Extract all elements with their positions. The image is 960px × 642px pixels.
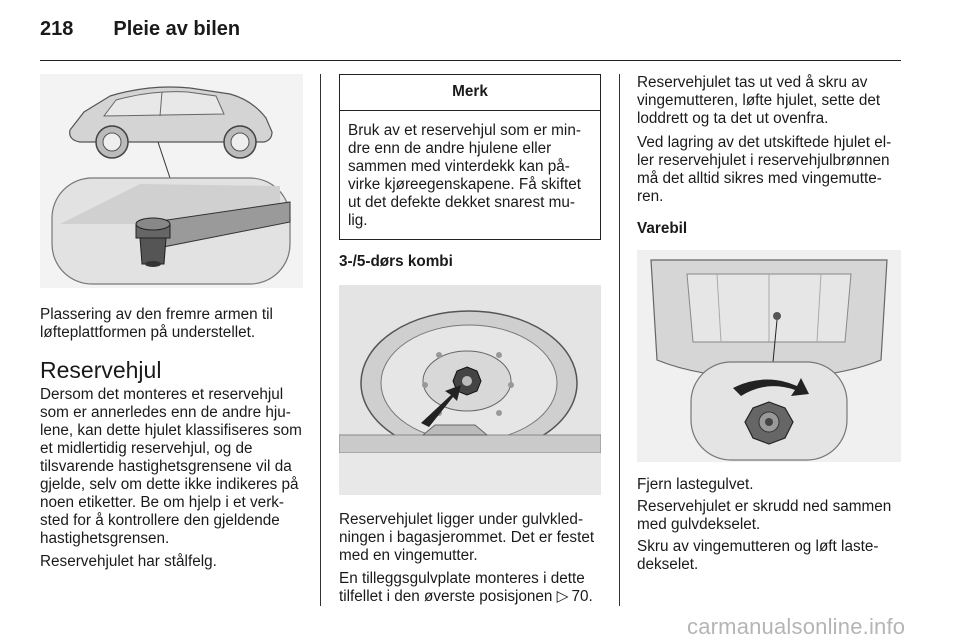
- column-divider: [320, 74, 321, 606]
- paragraph: Fjern lastegulvet.: [637, 476, 754, 493]
- figure-car-lift-point: [40, 74, 303, 288]
- note-text: Bruk av et reservehjul som er min-dre enn de andre hjulene eller sammen med vinterdekk kan på-virke kjøreegenskapene. Få skiftet ut det defekte dekket snarest mu-lig.: [348, 122, 581, 229]
- paragraph-text: En tilleggsgulvplate monteres i dette tilfellet i den øverste posisjonen: [339, 570, 585, 605]
- paragraph: Reservehjulet ligger under gulvkled-ningen i bagasjerommet. Det er festet med en vingemutter.: [339, 511, 595, 564]
- paragraph: Ved lagring av det utskiftede hjulet el-ler reservehjulet i reservehjulbrønnen må det alltid sikres med vingemutte-ren.: [637, 134, 892, 205]
- paragraph: Reservehjulet er skrudd ned sammen med gulvdekselet.: [637, 498, 892, 533]
- paragraph: Skru av vingemutteren og løft laste-dekselet.: [637, 538, 879, 573]
- section-title: Reservehjul: [40, 357, 162, 383]
- page-title: Pleie av bilen: [113, 18, 241, 40]
- figure-spare-wheel-trunk: [339, 285, 601, 495]
- note-title: Merk: [340, 75, 600, 111]
- page-number: 218: [40, 18, 74, 40]
- column-left: [40, 74, 303, 571]
- watermark: carmanualsonline.info: [687, 614, 906, 639]
- figure-caption: Plassering av den fremre armen til løfteplattformen på understellet.: [40, 306, 273, 341]
- column-right: [637, 74, 901, 574]
- subheading: 3-/5-dørs kombi: [339, 253, 453, 270]
- paragraph: [339, 570, 601, 606]
- paragraph: Dersom det monteres et reservehjul som er annerledes enn de andre hju-lene, kan dette hjulet klassifiseres som et midlertidig reservehjul, og de tilsvarende hastighetsgrensene vil da gjelde, selv om dette ikke indikeres på noen etiketter. Be om hjelp i et verk-sted for å kontrollere den gjeldende hastighetsgrensen.: [40, 386, 302, 547]
- page-reference[interactable]: 70.: [571, 588, 593, 605]
- paragraph: Reservehjulet tas ut ved å skru av vingemutteren, løfte hjulet, sette det loddrett og ta det ut ovenfra.: [637, 74, 881, 127]
- header-rule: [40, 60, 901, 61]
- page-reference-icon: ▷: [556, 588, 572, 605]
- subheading: Varebil: [637, 220, 688, 237]
- column-divider: [619, 74, 620, 606]
- figure-van-spare-wheel: [637, 250, 901, 462]
- note-box: [339, 74, 601, 240]
- page-header: [40, 18, 240, 48]
- van-cargo-illustration: [637, 250, 901, 462]
- column-middle: [339, 74, 601, 606]
- car-illustration: [40, 74, 303, 288]
- paragraph: Reservehjulet har stålfelg.: [40, 553, 217, 570]
- spare-wheel-illustration: [339, 285, 601, 495]
